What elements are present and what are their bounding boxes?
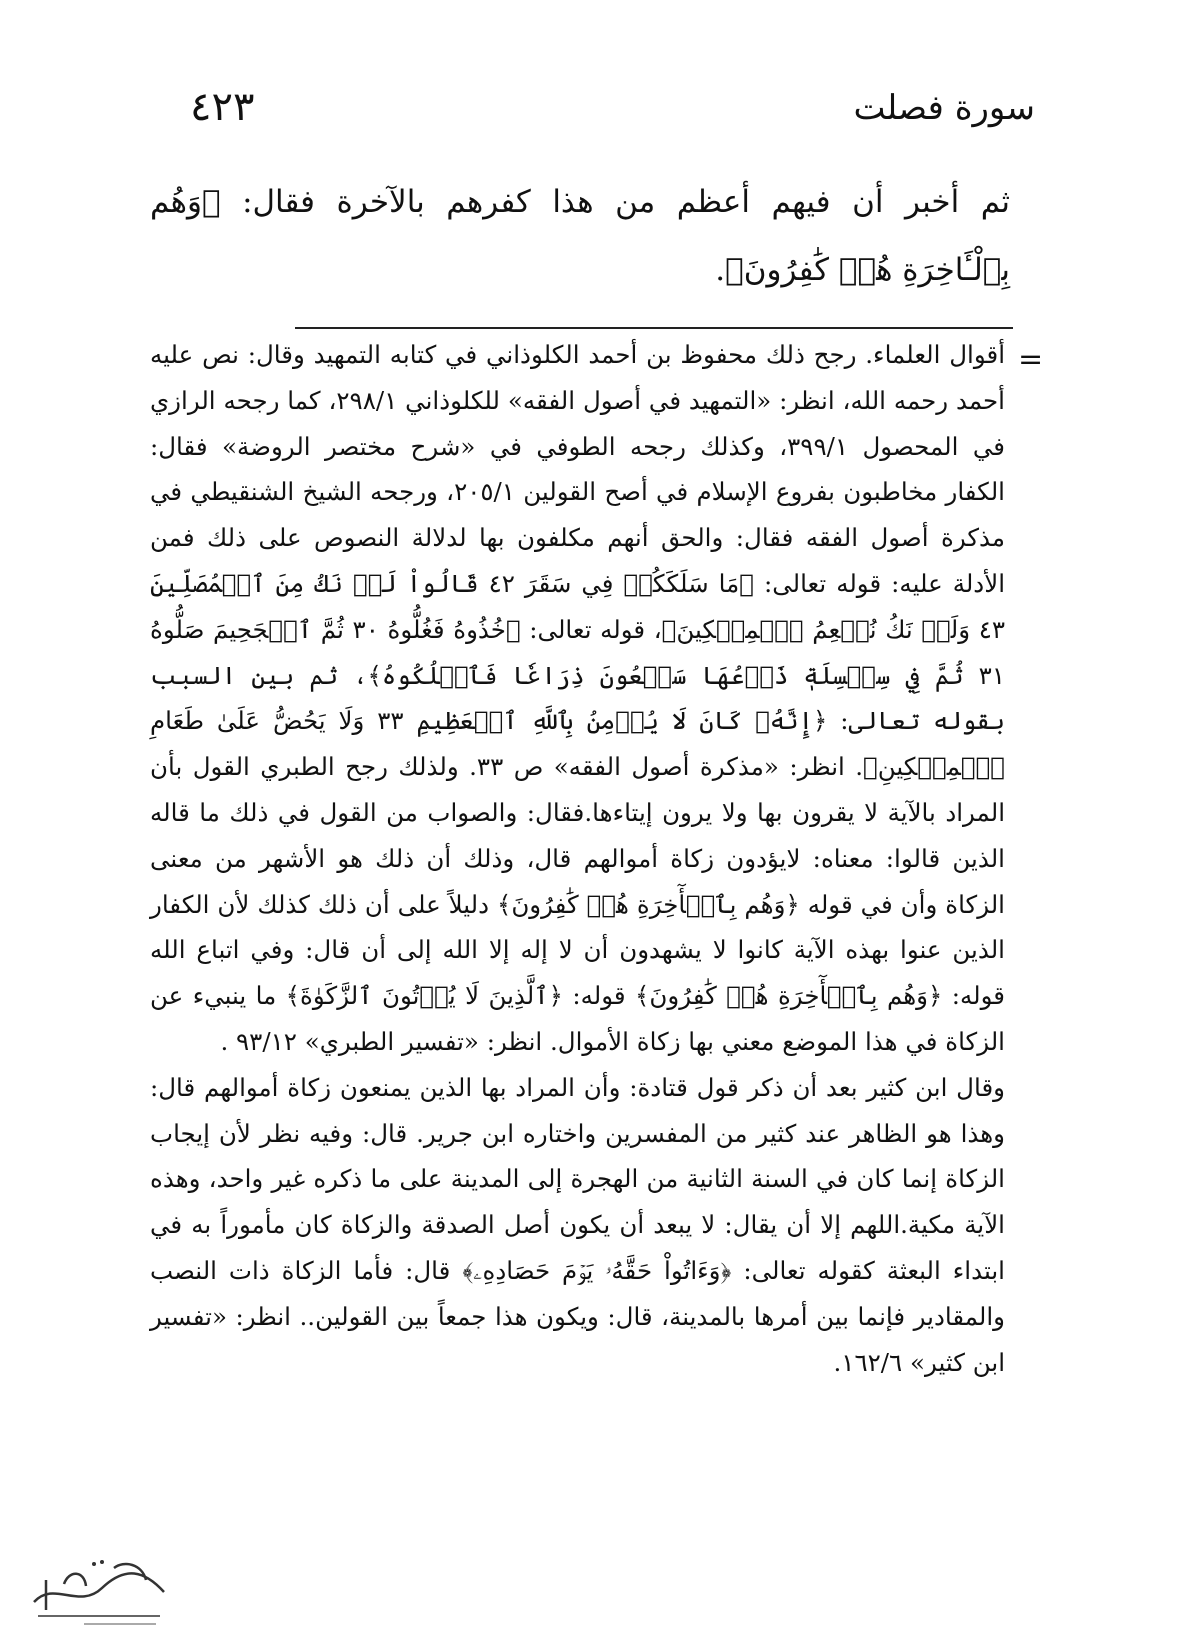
footnote-divider xyxy=(295,327,1013,329)
page-number: ٤٢٣ xyxy=(190,84,255,130)
main-text: ثم أخبر أن فيهم أعظم من هذا كفرهم بالآخرة فقال: ﴿وَهُم بِٱلْـَٔاخِرَةِ هُمۡ كَٰفِرُونَ﴾. xyxy=(150,184,1010,288)
footnote-paragraph-2: وقال ابن كثير بعد أن ذكر قول قتادة: وأن المراد بها الذين يمنعون زكاة أموالهم قال: وهذا هو الظاهر عند كثير من المفسرين واختاره ابن جرير. قال: وفيه نظر لأن إيجاب الزكاة إنما كان في السنة الثانية من الهجرة إلى المدينة على ما ذكره غير واحد، وهذه الآية مكية.اللهم إلا أن يقال: لا يبعد أن يكون أصل الصدقة والزكاة كان مأموراً به في ابتداء البعثة كقوله تعالى: ﴿وَءَاتُواْ حَقَّهُۥ يَوۡمَ حَصَادِهِۦ﴾ قال: فأما الزكاة ذات النصب والمقادير فإنما بين أمرها بالمدينة، قال: ويكون هذا جمعاً بين القولين.. انظر: «تفسير ابن كثير» ١٦٢/٦. xyxy=(150,1072,1005,1377)
footnotes xyxy=(150,332,1005,1385)
footnote-paragraph-1: أقوال العلماء. رجح ذلك محفوظ بن أحمد الكلوذاني في كتابه التمهيد وقال: نص عليه أحمد رحمه الله، انظر: «التمهيد في أصول الفقه» للكلوذاني ٢٩٨/١، كما رجحه الرازي في المحصول ٣٩٩/١، وكذلك رجحه الطوفي في «شرح مختصر الروضة» فقال: الكفار مخاطبون بفروع الإسلام في أصح القولين ٢٠٥/١، ورجحه الشيخ الشنقيطي في مذكرة أصول الفقه فقال: والحق أنهم مكلفون بها لدلالة النصوص على ذلك فمن الأدلة عليه: قوله تعالى: ﴿مَا سَلَكَكُمۡ فِي سَقَرَ ٤٢ قَالُواْ لَمۡ نَكُ مِنَ ٱلۡمُصَلِّينَ ٤٣ وَلَمۡ نَكُ نُطۡعِمُ ٱلۡمِسۡكِينَ﴾، قوله تعالى: ﴿خُذُوهُ فَغُلُّوهُ ٣٠ ثُمَّ ٱلۡجَحِيمَ صَلُّوهُ ٣١ ثُمَّ فِي سِلۡسِلَةٖ ذَرۡعُهَا سَبۡعُونَ ذِرَاعٗا فَٱسۡلُكُوهُ﴾، ثم بين السبب بقوله تعالى: ﴿إِنَّهُۥ كَانَ لَا يُؤۡمِنُ بِٱللَّهِ ٱلۡعَظِيمِ ٣٣ وَلَا يَحُضُّ عَلَىٰ طَعَامِ ٱلۡمِسۡكِينِ﴾. انظر: «مذكرة أصول الفقه» ص ٣٣. ولذلك رجح الطبري القول بأن المراد بالآية لا يقرون بها ولا يرون إيتاءها.فقال: والصواب من القول في ذلك ما قاله الذين قالوا: معناه: لايؤدون زكاة أموالهم قال، وذلك أن ذلك هو الأشهر من معنى الزكاة وأن في قوله ﴿وَهُم بِٱلۡأٓخِرَةِ هُمۡ كَٰفِرُونَ﴾ دليلاً على أن ذلك كذلك لأن الكفار الذين عنوا بهذه الآية كانوا لا يشهدون أن لا إله إلا الله إلى أن قال: وفي اتباع الله قوله: ﴿وَهُم بِٱلۡأٓخِرَةِ هُمۡ كَٰفِرُونَ﴾ قوله: ﴿ٱلَّذِينَ لَا يُؤۡتُونَ ٱلزَّكَوٰةَ﴾ ما ينبيء عن الزكاة في هذا الموضع معني بها زكاة الأموال. انظر: «تفسير الطبري» ٩٣/١٢ . xyxy=(150,340,1006,1056)
page-header xyxy=(150,78,1035,138)
surah-title: سورة فصلت xyxy=(853,88,1035,128)
footnote-continuation-marker: = xyxy=(1018,342,1044,377)
stamp-logo xyxy=(24,1540,174,1630)
